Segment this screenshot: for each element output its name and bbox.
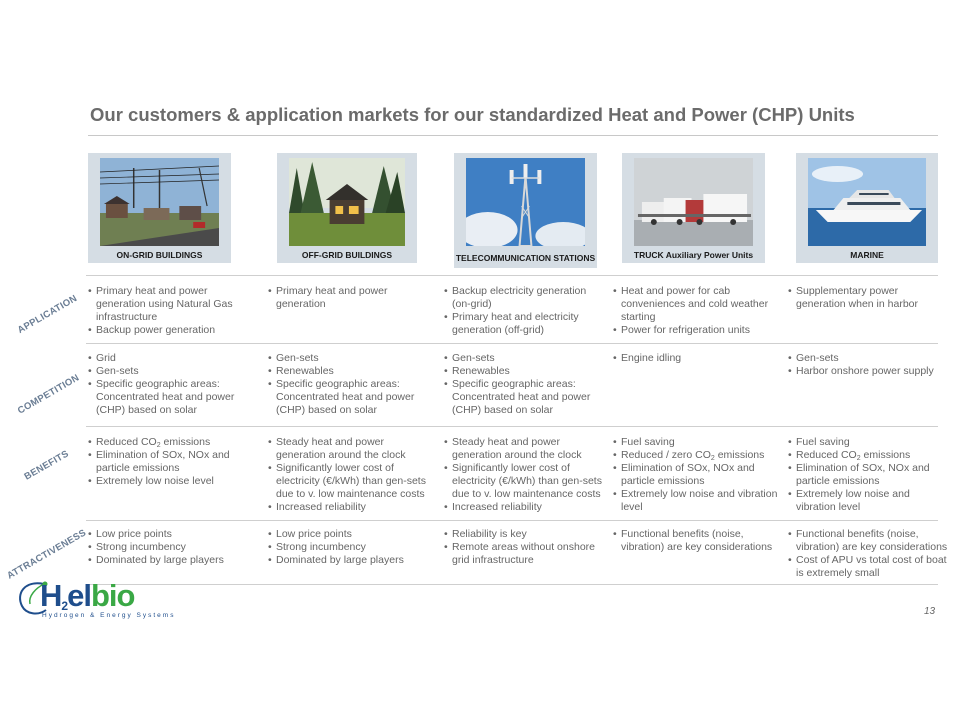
photo-off-grid-buildings [289, 158, 405, 246]
bullet: • Reduced / zero $CO_2$ emissions [613, 449, 778, 462]
bullet: • Significantly lower cost of electricity (€/kWh) than gen-sets due to v. low maintenance costs [444, 462, 612, 501]
bullet: • Power for refrigeration units [613, 324, 783, 337]
bullet: • Dominated by large players [268, 554, 433, 567]
bullet: • Specific geographic areas: Concentrated heat and power (CHP) based on solar [88, 378, 253, 417]
helbio-logo [12, 578, 176, 623]
bullet: • Reliability is key [444, 528, 609, 541]
cell-benefits-truck [613, 436, 778, 514]
bullet: • Strong incumbency [88, 541, 253, 554]
bullet: • Steady heat and power generation around the clock [268, 436, 436, 462]
bullet: • Primary heat and power generation [268, 285, 418, 311]
cell-benefits-on-grid [88, 436, 248, 488]
row-label-application: APPLICATION [15, 292, 80, 337]
cell-competition-truck [613, 352, 783, 365]
bullet: • Heat and power for cab conveniences and cold weather starting [613, 285, 783, 324]
bullet: • Extremely low noise and vibration level [788, 488, 946, 514]
cell-application-off-grid [268, 285, 418, 311]
bullet: • Fuel saving [788, 436, 946, 449]
bullet: • Specific geographic areas: Concentrated heat and power (CHP) based on solar [444, 378, 609, 417]
bullet: • Grid [88, 352, 253, 365]
cell-benefits-off-grid [268, 436, 436, 514]
cell-benefits-marine [788, 436, 946, 514]
bullet: • Backup electricity generation (on-grid) [444, 285, 602, 311]
bullet: • Specific geographic areas: Concentrated heat and power (CHP) based on solar [268, 378, 433, 417]
cell-attractiveness-on-grid [88, 528, 253, 567]
bullet: • Extremely low noise level [88, 475, 248, 488]
row-label-competition: COMPETITION [15, 372, 82, 417]
bullet: • Cost of APU vs total cost of boat is extremely small [788, 554, 956, 580]
bullet: • Strong incumbency [268, 541, 433, 554]
bullet: • Harbor onshore power supply [788, 365, 948, 378]
cell-benefits-telecom [444, 436, 612, 514]
bullet: • Elimination of SOx, NOx and particle emissions [613, 462, 778, 488]
cell-application-truck [613, 285, 783, 337]
row-divider [86, 426, 938, 427]
bullet: • Low price points [268, 528, 433, 541]
title-divider [88, 135, 938, 136]
column-label: ON-GRID BUILDINGS [116, 250, 203, 260]
bullet: • Primary heat and power generation using Natural Gas infrastructure [88, 285, 253, 324]
cell-attractiveness-truck [613, 528, 783, 554]
cell-competition-off-grid [268, 352, 433, 417]
bullet: • Increased reliability [444, 501, 612, 514]
photo-truck-apu [634, 158, 753, 246]
bullet: • Significantly lower cost of electricity (€/kWh) than gen-sets due to v. low maintenance costs [268, 462, 436, 501]
bullet: • Functional benefits (noise, vibration) are key considerations [788, 528, 956, 554]
card-off-grid-buildings [277, 153, 417, 263]
cell-competition-on-grid [88, 352, 253, 417]
bullet: • Engine idling [613, 352, 783, 365]
cell-attractiveness-off-grid [268, 528, 433, 567]
bullet: • Reduced $CO_2$ emissions [88, 436, 248, 449]
bullet: • Gen-sets [788, 352, 948, 365]
cell-application-on-grid [88, 285, 253, 337]
cell-application-telecom [444, 285, 602, 337]
row-divider [86, 520, 938, 521]
bullet: • Elimination of SOx, NOx and particle emissions [788, 462, 946, 488]
column-label: TELECOMMUNICATION STATIONS [455, 252, 596, 263]
row-label-benefits: BENEFITS [22, 448, 71, 483]
bullet: • Renewables [268, 365, 433, 378]
bullet: • Gen-sets [88, 365, 253, 378]
card-truck-apu [622, 153, 765, 263]
page-number: 13 [924, 606, 936, 617]
cell-attractiveness-telecom [444, 528, 609, 567]
bullet: • Gen-sets [444, 352, 609, 365]
cell-competition-telecom [444, 352, 609, 417]
photo-telecommunication-stations [466, 158, 585, 246]
bullet: • Supplementary power generation when in harbor [788, 285, 938, 311]
bullet: • Renewables [444, 365, 609, 378]
page-title: Our customers & application markets for our standardized Heat and Power (CHP) Units [90, 104, 855, 125]
logo-wordmark: $H_2elbio$ [40, 578, 135, 613]
cell-attractiveness-marine [788, 528, 956, 580]
bullet: • Functional benefits (noise, vibration) are key considerations [613, 528, 783, 554]
bullet: • Backup power generation [88, 324, 253, 337]
bullet: • Remote areas without onshore grid infrastructure [444, 541, 609, 567]
card-marine [796, 153, 938, 263]
bullet: • Gen-sets [268, 352, 433, 365]
column-label: MARINE [850, 250, 884, 260]
bullet: • Dominated by large players [88, 554, 253, 567]
card-on-grid-buildings [88, 153, 231, 263]
bullet: • Low price points [88, 528, 253, 541]
column-label: OFF-GRID BUILDINGS [301, 250, 393, 260]
bullet: • Fuel saving [613, 436, 778, 449]
cell-competition-marine [788, 352, 948, 378]
row-divider [86, 584, 938, 585]
photo-marine [808, 158, 926, 246]
row-divider [86, 343, 938, 344]
bullet: • Primary heat and electricity generation (off-grid) [444, 311, 602, 337]
bullet: • Elimination of SOx, NOx and particle emissions [88, 449, 248, 475]
photo-on-grid-buildings [100, 158, 219, 246]
bullet: • Steady heat and power generation around the clock [444, 436, 612, 462]
column-label: TRUCK Auxiliary Power Units [633, 250, 754, 260]
row-label-attractiveness: ATTRACTIVENESS [5, 527, 89, 582]
cell-application-marine [788, 285, 938, 311]
card-telecommunication-stations [454, 153, 597, 268]
bullet: • Increased reliability [268, 501, 436, 514]
row-divider [86, 275, 938, 276]
logo-tagline: Hydrogen & Energy Systems [42, 612, 176, 619]
bullet: • Reduced $CO_2$ emissions [788, 449, 946, 462]
bullet: • Extremely low noise and vibration level [613, 488, 778, 514]
